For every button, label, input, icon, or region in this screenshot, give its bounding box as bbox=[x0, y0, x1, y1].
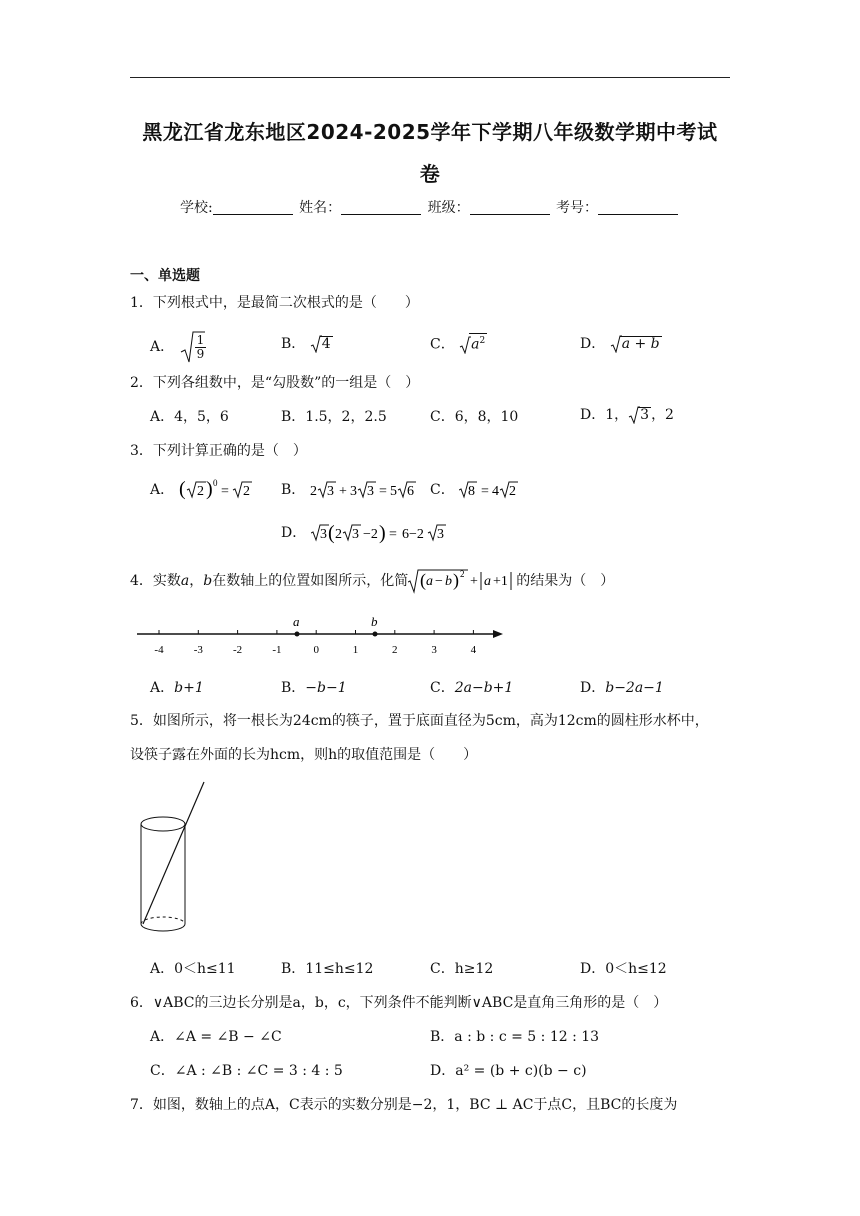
q4-c-expr: 2a−b+1 bbox=[454, 680, 514, 696]
svg-text:3: 3 bbox=[349, 484, 357, 499]
svg-text:4: 4 bbox=[492, 484, 500, 499]
q5-option-a[interactable]: A．0＜h≤11 bbox=[150, 961, 236, 977]
svg-text:3: 3 bbox=[319, 527, 327, 542]
q4-tick-label: 4 bbox=[470, 644, 477, 656]
svg-text:6: 6 bbox=[406, 484, 414, 499]
svg-text:(: ( bbox=[327, 522, 335, 544]
q1-option-b[interactable] bbox=[281, 333, 333, 353]
svg-text:6−2: 6−2 bbox=[401, 527, 424, 542]
svg-text:2: 2 bbox=[196, 484, 204, 499]
chopstick-line bbox=[143, 782, 204, 924]
svg-text:2: 2 bbox=[242, 484, 250, 499]
question-7-stem: 7．如图，数轴上的点A，C表示的实数分别是−2，1，BC ⊥ AC于点C，且BC的长度为 bbox=[130, 1097, 678, 1113]
svg-text:+: + bbox=[470, 574, 479, 589]
q1-option-d[interactable] bbox=[580, 333, 662, 353]
q4-stem-a: a bbox=[180, 573, 190, 589]
top-rule bbox=[130, 77, 730, 78]
svg-text:3: 3 bbox=[326, 484, 334, 499]
svg-text:+1: +1 bbox=[493, 574, 509, 589]
svg-text:0: 0 bbox=[212, 478, 218, 488]
name-blank[interactable] bbox=[341, 200, 421, 215]
number-label: 考号： bbox=[556, 200, 599, 216]
q1-c-radicand: $a^2$ bbox=[469, 333, 487, 353]
svg-text:b: b bbox=[445, 574, 453, 589]
svg-text:+: + bbox=[338, 484, 347, 499]
q4-tick-label: -4 bbox=[154, 644, 164, 656]
svg-text:): ) bbox=[205, 478, 213, 500]
q6-option-a[interactable]: A．∠A = ∠B − ∠C bbox=[150, 1029, 282, 1045]
svg-text:2: 2 bbox=[509, 484, 517, 499]
q3-d-formula bbox=[311, 520, 461, 546]
q4-tick-label: 0 bbox=[313, 644, 319, 656]
q2-option-c[interactable]: C．6，8，10 bbox=[430, 409, 519, 425]
q4-b-label: B． bbox=[281, 680, 306, 696]
q1-a-fraction: $\frac{1}{9}$ bbox=[196, 332, 205, 361]
svg-text:2: 2 bbox=[334, 527, 342, 542]
question-1-stem: 1．下列根式中，是最简二次根式的是（ ） bbox=[130, 295, 419, 311]
q4-option-a[interactable] bbox=[150, 677, 204, 697]
q1-d-radicand: a + b bbox=[621, 336, 660, 352]
q4-tick-label: 2 bbox=[392, 644, 398, 656]
q2-d-radicand: 3 bbox=[640, 407, 650, 423]
q4-stem-formula bbox=[408, 568, 516, 594]
svg-text:(: ( bbox=[420, 570, 427, 590]
q1-c-label: C． bbox=[430, 336, 455, 353]
svg-text:a: a bbox=[484, 574, 492, 589]
q2-d-prefix: D．1， bbox=[580, 407, 629, 423]
q4-a-label: A． bbox=[150, 680, 175, 696]
q4-stem-post: 在数轴上的位置如图所示，化简 bbox=[212, 573, 409, 589]
svg-text:3: 3 bbox=[351, 527, 359, 542]
q3-b-label: B． bbox=[281, 482, 306, 498]
q1-d-label: D． bbox=[580, 336, 606, 352]
svg-text:): ) bbox=[378, 522, 386, 544]
question-3-stem: 3．下列计算正确的是（ ） bbox=[130, 443, 307, 459]
q2-d-suffix: ，2 bbox=[651, 407, 674, 423]
svg-text:2: 2 bbox=[460, 569, 465, 579]
q4-tick-label: -2 bbox=[233, 644, 243, 656]
q4-d-expr: b−2a−1 bbox=[605, 680, 664, 696]
q4-tick-label: -1 bbox=[272, 644, 282, 656]
q3-a-label: A． bbox=[150, 482, 175, 498]
name-label: 姓名： bbox=[299, 200, 342, 216]
q1-a-label: A． bbox=[150, 339, 175, 355]
svg-text:−2: −2 bbox=[362, 527, 378, 542]
q6-option-c[interactable]: C．∠A : ∠B : ∠C = 3 : 4 : 5 bbox=[150, 1063, 343, 1079]
q4-option-b[interactable] bbox=[281, 677, 347, 697]
q5-option-c[interactable]: C．h≥12 bbox=[430, 961, 494, 977]
q1-b-radicand: 4 bbox=[321, 336, 331, 352]
q3-option-c[interactable] bbox=[430, 478, 529, 502]
q3-d-label: D． bbox=[281, 525, 307, 541]
q1-b-label: B． bbox=[281, 336, 306, 352]
question-6-stem: 6．∨ABC的三边长分别是a，b，c，下列条件不能判断∨ABC是直角三角形的是（ ） bbox=[130, 995, 668, 1011]
q4-b-expr: −b−1 bbox=[305, 680, 347, 696]
question-4-stem bbox=[130, 568, 614, 594]
question-5-stem-line1: 5．如图所示，将一根长为24cm的筷子，置于底面直径为5cm，高为12cm的圆柱形水杯中， bbox=[130, 713, 709, 729]
q4-tick-label: 3 bbox=[431, 644, 437, 656]
q4-point-a bbox=[295, 632, 300, 637]
q6-option-d[interactable]: D．a² = (b + c)(b − c) bbox=[430, 1063, 587, 1079]
school-label: 学校: bbox=[179, 200, 213, 216]
q1-option-a[interactable] bbox=[150, 330, 206, 364]
svg-text:2: 2 bbox=[309, 484, 317, 499]
class-label: 班级： bbox=[427, 200, 470, 216]
q3-a-formula bbox=[179, 478, 279, 502]
svg-text:=: = bbox=[481, 484, 490, 499]
q3-option-a[interactable] bbox=[150, 478, 279, 502]
svg-text:a: a bbox=[426, 574, 434, 589]
question-5-stem-line2: 设筷子露在外面的长为hcm，则h的取值范围是（ ） bbox=[130, 747, 478, 763]
q3-option-b[interactable] bbox=[281, 478, 440, 502]
exam-title: 黑龙江省龙东地区2024-2025学年下学期八年级数学期中考试 bbox=[142, 120, 718, 144]
svg-text:3: 3 bbox=[436, 527, 444, 542]
q4-d-label: D． bbox=[580, 680, 606, 696]
q5-cylinder-figure bbox=[132, 778, 212, 940]
q4-point-a-label: a bbox=[293, 614, 300, 629]
q4-stem-end: 的结果为（ ） bbox=[516, 573, 615, 589]
q5-option-b[interactable]: B．11≤h≤12 bbox=[281, 961, 374, 977]
svg-text:): ) bbox=[453, 570, 460, 590]
q4-option-c[interactable] bbox=[430, 677, 513, 697]
svg-text:3: 3 bbox=[366, 484, 374, 499]
q4-stem-sep: ， bbox=[189, 573, 204, 589]
q4-number-line bbox=[135, 610, 510, 660]
q4-c-label: C． bbox=[430, 680, 455, 696]
q3-c-label: C． bbox=[430, 482, 455, 498]
svg-text:5: 5 bbox=[389, 484, 397, 499]
svg-text:=: = bbox=[220, 484, 229, 499]
q5-option-d[interactable]: D．0＜h≤12 bbox=[580, 961, 667, 977]
exam-title-cont: 卷 bbox=[419, 162, 441, 186]
question-2-stem: 2．下列各组数中，是“勾股数”的一组是（ ） bbox=[130, 375, 420, 391]
school-blank[interactable] bbox=[213, 200, 293, 215]
q2-option-a[interactable]: A．4，5，6 bbox=[150, 409, 229, 425]
q4-stem-b: b bbox=[203, 573, 213, 589]
svg-text:−: − bbox=[435, 574, 444, 589]
q4-tick-label: -3 bbox=[193, 644, 203, 656]
q1-option-c[interactable] bbox=[430, 333, 487, 354]
svg-text:=: = bbox=[378, 484, 387, 499]
q3-b-formula bbox=[310, 478, 440, 502]
student-info-row bbox=[130, 197, 730, 217]
q4-a-expr: b+1 bbox=[174, 680, 204, 696]
svg-text:(: ( bbox=[178, 478, 186, 500]
q2-option-d[interactable] bbox=[580, 404, 674, 424]
q4-stem-pre: 4．实数 bbox=[130, 573, 181, 589]
q2-option-b[interactable]: B．1.5，2，2.5 bbox=[281, 409, 387, 425]
q3-c-formula bbox=[459, 478, 529, 502]
class-blank[interactable] bbox=[470, 200, 550, 215]
q4-point-b-label: b bbox=[371, 614, 378, 629]
q6-option-b[interactable]: B．a : b : c = 5 : 12 : 13 bbox=[430, 1029, 600, 1045]
svg-text:=: = bbox=[388, 527, 397, 542]
svg-text:8: 8 bbox=[468, 484, 476, 499]
q4-point-b bbox=[373, 632, 378, 637]
q4-tick-label: 1 bbox=[352, 644, 359, 656]
q4-option-d[interactable] bbox=[580, 677, 664, 697]
number-blank[interactable] bbox=[598, 200, 678, 215]
q3-option-d[interactable] bbox=[281, 520, 461, 546]
section-heading: 一、单选题 bbox=[130, 268, 200, 284]
